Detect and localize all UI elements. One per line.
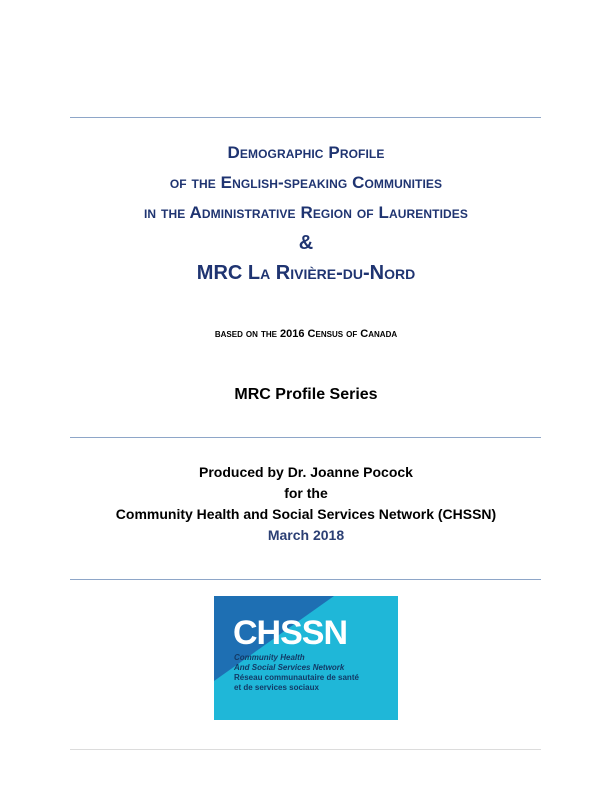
top-rule [70,117,541,118]
subtitle: based on the 2016 Census of Canada [214,328,398,340]
chssn-logo [214,596,398,720]
production-organization: Community Health and Social Services Network (CHSSN) [115,506,497,522]
title-line-4: MRC La Rivière-du-Nord [196,262,416,284]
middle-rule [70,437,541,438]
title-line-2: of the English-speaking Communities [169,173,443,192]
logo-acronym: CHSSN [233,614,348,652]
title-line-3: in the Administrative Region of Laurentides [143,203,468,222]
title-ampersand: & [298,232,314,254]
title-line-1: Demographic Profile [227,143,385,162]
production-date: March 2018 [267,527,345,543]
bottom-rule [70,749,541,750]
production-for: for the [284,485,328,501]
series-label: MRC Profile Series [234,386,378,403]
production-block [0,462,612,546]
logo-tagline-1: Community Health [234,653,305,662]
logo-tagline-2: And Social Services Network [234,663,345,672]
logo-tagline-4: et de services sociaux [234,683,319,692]
logo-tagline-3: Réseau communautaire de santé [234,673,359,682]
title-block [0,138,612,288]
lower-rule [70,579,541,580]
production-author: Produced by Dr. Joanne Pocock [199,464,413,480]
